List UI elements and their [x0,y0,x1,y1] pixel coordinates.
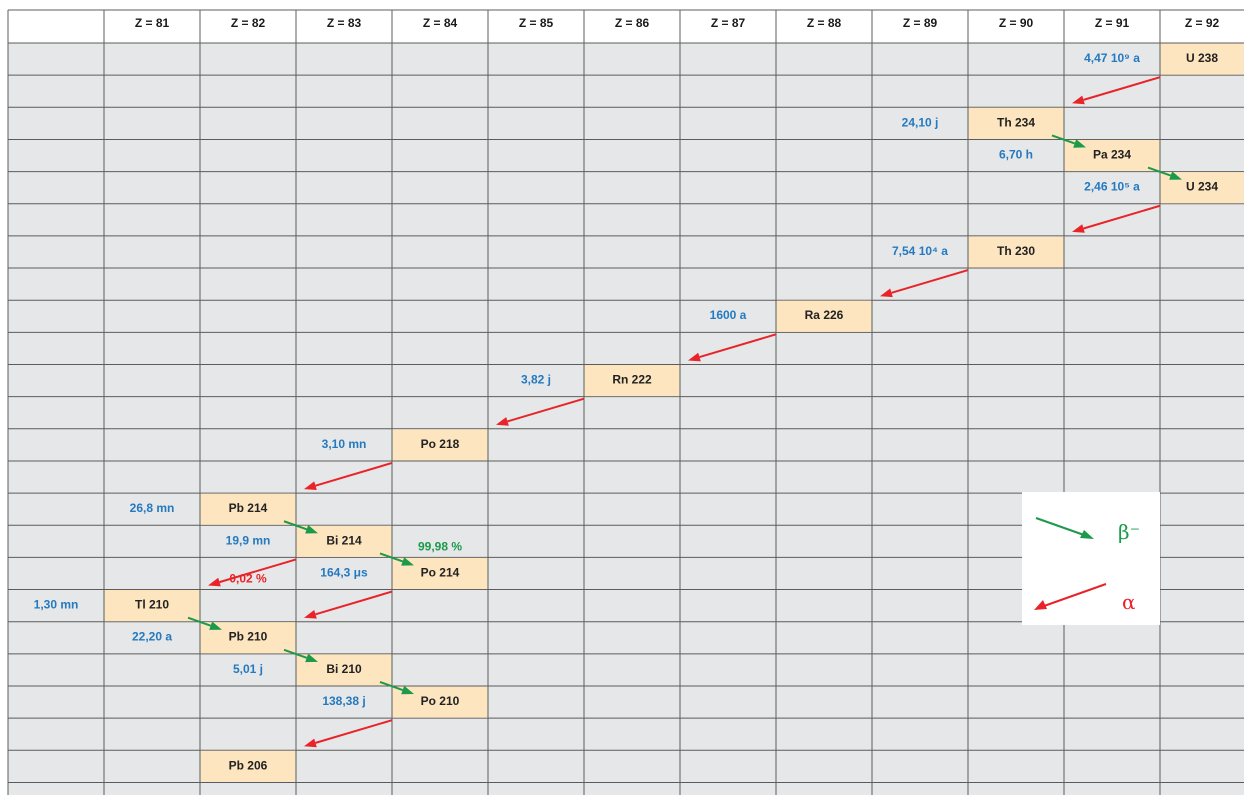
half-life-label: 3,10 mn [321,436,367,451]
column-headers [135,16,1220,30]
branch-label: 99,98 % [417,539,463,554]
nuclide-label: Po 214 [420,565,460,580]
column-header: Z = 81 [134,16,170,30]
nuclide-label: Pb 214 [228,501,268,516]
column-header: Z = 91 [1094,16,1130,30]
half-life-label: 1,30 mn [33,597,79,612]
nuclide-label: Bi 214 [326,533,362,548]
column-header: Z = 87 [710,16,746,30]
half-life-label: 7,54 10⁴ a [892,243,948,258]
half-life-label: 24,10 j [901,115,939,130]
half-life-label: 22,20 a [131,629,173,644]
half-life-label: 1600 a [709,308,747,323]
half-life-label: 19,9 mn [225,533,271,548]
half-life-label: 138,38 j [322,694,366,708]
nuclide-label: Po 218 [420,436,460,451]
nuclide-label: Pb 210 [228,629,268,644]
legend-arrows [1022,492,1160,625]
half-life-label: 3,82 j [520,372,552,387]
column-header: Z = 85 [518,16,554,30]
nuclide-label: U 234 [1185,179,1219,194]
nuclide-label: Th 234 [996,115,1036,130]
legend-beta-label: β⁻ [1118,520,1141,544]
half-life-label: 2,46 10⁵ a [1084,179,1140,194]
nuclide-label: Ra 226 [804,308,844,323]
column-header: Z = 89 [902,16,938,30]
column-header: Z = 83 [326,16,362,30]
half-life-label: 26,8 mn [129,501,175,516]
column-header: Z = 88 [806,16,842,30]
nuclide-label: Pa 234 [1092,147,1132,162]
nuclide-label: U 238 [1185,51,1219,65]
legend [1022,492,1160,625]
grid-body [8,43,1244,795]
nuclide-label: Bi 210 [326,661,362,676]
legend-beta-arrow [1036,518,1094,539]
column-header: Z = 92 [1184,16,1220,30]
half-life-label: 4,47 10⁹ a [1084,51,1140,65]
legend-alpha-label: α [1122,590,1136,614]
cells-layer [8,43,1244,795]
nuclide-label: Th 230 [996,243,1036,258]
column-header: Z = 90 [998,16,1034,30]
half-life-label: 164,3 μs [320,565,368,580]
nuclide-label: Po 210 [420,694,460,708]
half-life-label: 6,70 h [998,147,1034,162]
branch-label: 0,02 % [229,571,267,586]
nuclide-label: Rn 222 [612,372,652,387]
legend-alpha-arrow [1034,584,1106,610]
column-header: Z = 84 [422,16,458,30]
column-header: Z = 82 [230,16,266,30]
column-header: Z = 86 [614,16,650,30]
nuclide-label: Pb 206 [228,758,268,773]
nuclide-label: Tl 210 [134,597,170,612]
half-life-label: 5,01 j [232,661,264,676]
